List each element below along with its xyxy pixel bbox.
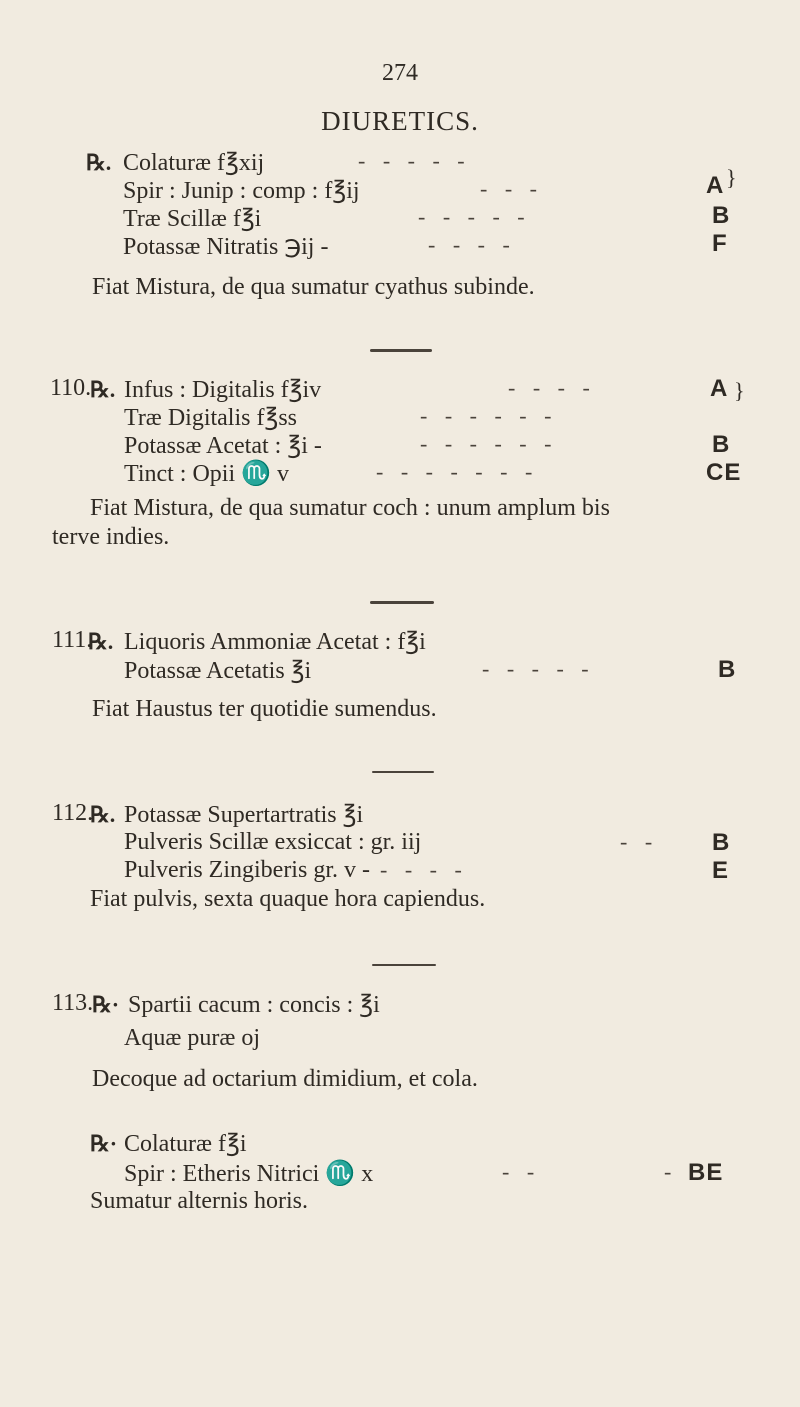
rx-symbol: ℞.	[90, 802, 116, 827]
ingredient-line: Tinct : Opii ♏ v	[124, 461, 290, 487]
ingredient-line: Liquoris Ammoniæ Acetat : f℥i	[124, 629, 426, 655]
ingredient-line: Aquæ puræ oj	[124, 1025, 261, 1051]
formula-number: 110.	[50, 375, 92, 401]
directions: Sumatur alternis horis.	[90, 1188, 308, 1214]
leader-dashes: - - - - - - -	[376, 459, 539, 484]
class-letter: BE	[688, 1159, 724, 1186]
brace-mark: }	[734, 378, 745, 403]
rx-symbol: ℞·	[90, 1131, 118, 1156]
leader-dashes: - - - -	[428, 232, 516, 257]
leader-dashes: - -	[620, 829, 659, 854]
class-letter: F	[712, 230, 728, 257]
section-rule	[370, 349, 432, 352]
ingredient-line: Potassæ Acetatis ℥i	[124, 658, 312, 684]
leader-dashes: - - - - -	[358, 148, 471, 173]
leader-dashes: - - - -	[380, 857, 468, 882]
rx-symbol: ℞.	[86, 150, 112, 175]
formula-number: 111.	[52, 627, 93, 653]
section-rule	[372, 771, 434, 773]
directions: Fiat Haustus ter quotidie sumendus.	[92, 696, 437, 722]
directions: Decoque ad octarium dimidium, et cola.	[92, 1066, 478, 1092]
directions: Fiat Mistura, de qua sumatur coch : unum amplum bis	[90, 495, 610, 521]
directions: Fiat pulvis, sexta quaque hora capiendus.	[90, 886, 486, 912]
class-letter: CE	[706, 459, 742, 486]
rx-symbol: ℞.	[90, 377, 116, 402]
ingredient-line: Spir : Junip : comp : f℥ij	[123, 178, 360, 204]
brace-mark: }	[726, 165, 737, 190]
ingredient-line: Spir : Etheris Nitrici ♏ x	[124, 1161, 374, 1187]
page-number: 274	[382, 60, 418, 86]
ingredient-line: Træ Scillæ f℥i	[123, 206, 262, 232]
ingredient-line: Pulveris Zingiberis gr. v -	[124, 857, 370, 883]
ingredient-line: Træ Digitalis f℥ss	[124, 405, 298, 431]
leader-dashes: - - - -	[508, 375, 596, 400]
ingredient-line: Spartii cacum : concis : ℥i	[128, 992, 380, 1018]
ingredient-line: Colaturæ f℥xij	[123, 150, 265, 176]
directions: Fiat Mistura, de qua sumatur cyathus subinde.	[92, 274, 535, 300]
ingredient-line: Pulveris Scillæ exsiccat : gr. iij	[124, 829, 422, 855]
class-letter: B	[712, 431, 731, 458]
leader-dashes: - - - - - -	[420, 403, 558, 428]
directions: terve indies.	[52, 524, 170, 550]
section-rule	[372, 964, 436, 966]
leader-dashes: -	[664, 1159, 678, 1184]
class-letter: E	[712, 857, 730, 884]
leader-dashes: - - - - -	[418, 204, 531, 229]
section-rule	[370, 601, 434, 604]
class-letter: B	[712, 829, 731, 856]
class-letter: B	[718, 656, 737, 683]
leader-dashes: - -	[502, 1159, 541, 1184]
leader-dashes: - - - - -	[482, 656, 595, 681]
formula-number: 113.	[52, 990, 94, 1016]
ingredient-line: Potassæ Nitratis ℈ij -	[123, 234, 329, 260]
class-letter: A	[710, 375, 729, 402]
ingredient-line: Infus : Digitalis f℥iv	[124, 377, 322, 403]
running-title: DIURETICS.	[321, 106, 479, 136]
leader-dashes: - - -	[480, 176, 543, 201]
formula-number: 112.	[52, 800, 94, 826]
rx-symbol: ℞.	[88, 629, 114, 654]
class-letter: A	[706, 172, 725, 199]
ingredient-line: Colaturæ f℥i	[124, 1131, 247, 1157]
ingredient-line: Potassæ Supertartratis ℥i	[124, 802, 364, 828]
class-letter: B	[712, 202, 731, 229]
rx-symbol: ℞·	[92, 992, 120, 1017]
ingredient-line: Potassæ Acetat : ℥i -	[124, 433, 322, 459]
leader-dashes: - - - - - -	[420, 431, 558, 456]
